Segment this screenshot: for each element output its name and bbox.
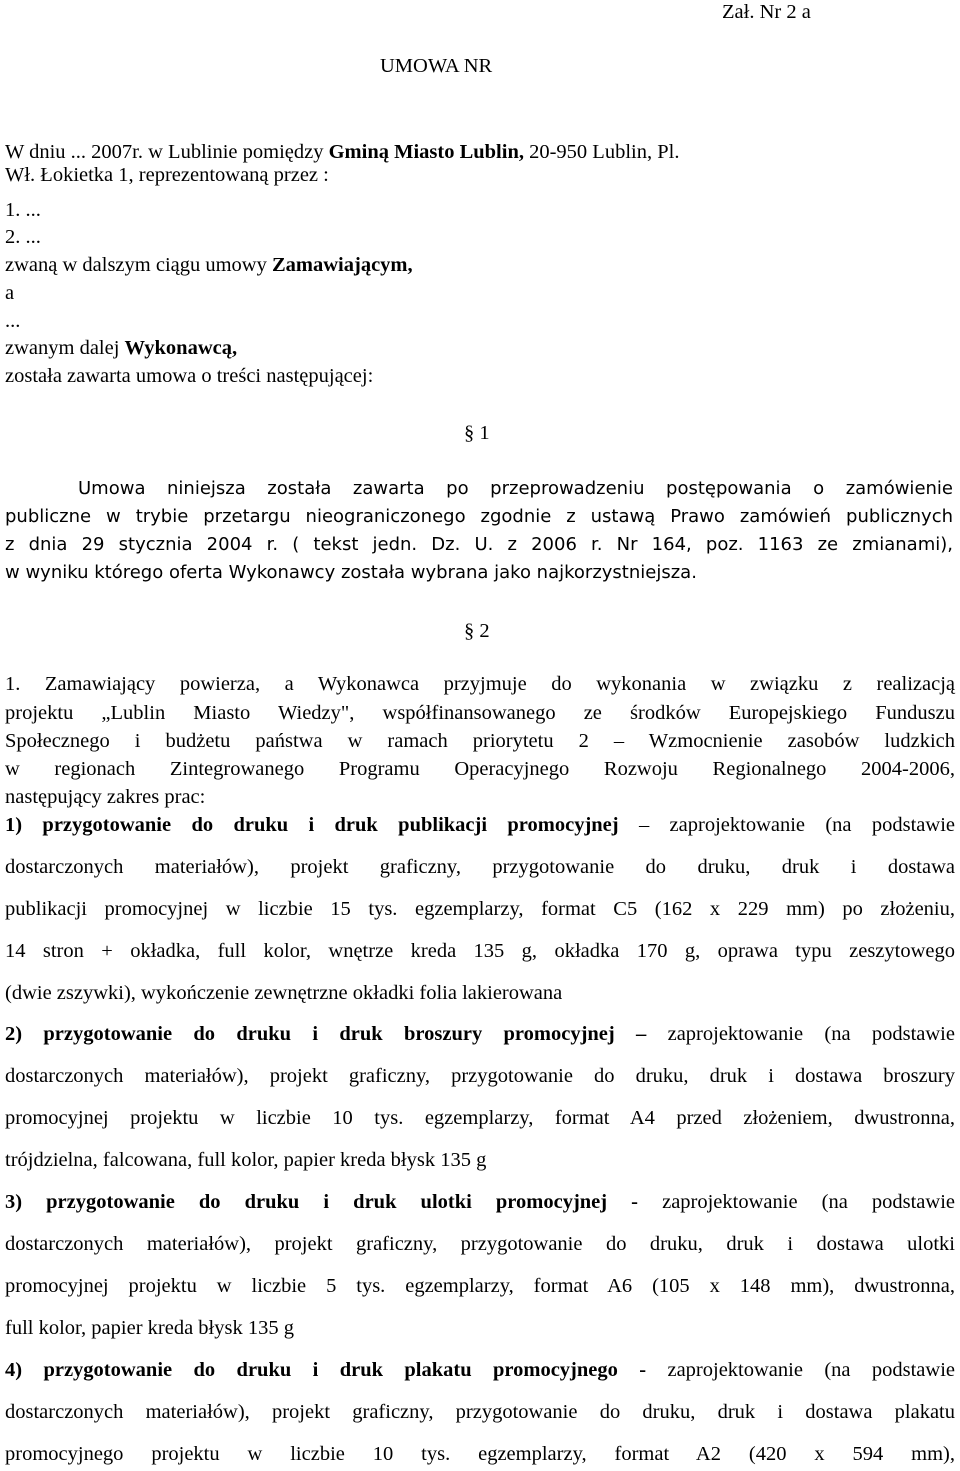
intro-text: zwanym dalej: [5, 337, 125, 359]
intro-line-6: a: [5, 282, 15, 304]
item-3-line: promocyjnej projektu w liczbie 5 tys. egzemplarzy, format A6 (105 x 148 mm), dwustronna,: [5, 1275, 955, 1297]
item-2-title: [5, 1022, 955, 1046]
item-1-line: publikacji promocyjnej w liczbie 15 tys. egzemplarzy, format C5 (162 x 229 mm) po złożeniu,: [5, 898, 955, 920]
item-2-line: dostarczonych materiałów), projekt graficzny, przygotowanie do druku, druk i dostawa broszury: [5, 1065, 955, 1087]
item-title-rest: zaprojektowanie (na podstawie: [646, 1023, 955, 1045]
s2-intro-line: następujący zakres prac:: [5, 786, 206, 808]
intro-address: 20-950 Lublin, Pl.: [523, 141, 680, 163]
item-title-rest: zaprojektowanie (na podstawie: [646, 1359, 955, 1381]
s1-line: w wyniku którego oferta Wykonawcy została wybrana jako najkorzystniejsza.: [5, 562, 697, 583]
item-3-line: dostarczonych materiałów), projekt graficzny, przygotowanie do druku, druk i dostawa ulotki: [5, 1233, 955, 1255]
item-4-line: promocyjnego projektu w liczbie 10 tys. egzemplarzy, format A2 (420 x 594 mm),: [5, 1443, 955, 1465]
intro-text: zwaną w dalszym ciągu umowy: [5, 254, 272, 276]
item-title-bold: 3) przygotowanie do druku i druk ulotki promocyjnej -: [5, 1191, 639, 1213]
item-1-line: (dwie zszywki), wykończenie zewnętrzne okładki folia lakierowana: [5, 982, 563, 1004]
intro-line-5: [5, 253, 413, 277]
s1-line: z dnia 29 stycznia 2004 r. ( tekst jedn. Dz. U. z 2006 r. Nr 164, poz. 1163 ze zmianami),: [5, 534, 953, 555]
representative-1: 1. ...: [5, 199, 41, 221]
contract-title: UMOWA NR: [380, 55, 493, 77]
representative-2: 2. ...: [5, 226, 41, 248]
s1-line: publiczne w trybie przetargu nieograniczonego zgodnie z ustawą Prawo zamówień publicznych: [5, 506, 953, 527]
item-title-rest: – zaprojektowanie (na podstawie: [618, 814, 955, 836]
intro-line-9: została zawarta umowa o treści następującej:: [5, 365, 374, 387]
intro-line-2: Wł. Łokietka 1, reprezentowaną przez :: [5, 164, 329, 186]
item-title-rest: zaprojektowanie (na podstawie: [638, 1191, 955, 1213]
item-2-line: promocyjnej projektu w liczbie 10 tys. egzemplarzy, format A4 przed złożeniem, dwustronna,: [5, 1107, 955, 1129]
item-2-line: trójdzielna, falcowana, full kolor, papier kreda błysk 135 g: [5, 1149, 487, 1171]
intro-line-1: [5, 140, 679, 164]
item-3-title: [5, 1190, 955, 1214]
item-title-bold: 2) przygotowanie do druku i druk broszury promocyjnej –: [5, 1023, 647, 1045]
s2-intro-line: 1. Zamawiający powierza, a Wykonawca przyjmuje do wykonania w związku z realizacją: [5, 673, 955, 695]
item-1-line: dostarczonych materiałów), projekt graficzny, przygotowanie do druku, druk i dostawa: [5, 856, 955, 878]
party-name: Gminą Miasto Lublin,: [328, 141, 524, 163]
attachment-label: Zał. Nr 2 a: [722, 1, 811, 23]
section-2-heading: § 2: [464, 620, 490, 642]
item-4-title: [5, 1358, 955, 1382]
intro-line-8: [5, 336, 237, 360]
intro-text: W dniu ... 2007r. w Lublinie pomiędzy: [5, 141, 329, 163]
item-title-bold: 1) przygotowanie do druku i druk publikacji promocyjnej: [5, 814, 619, 836]
s2-intro-line: w regionach Zintegrowanego Programu Operacyjnego Rozwoju Regionalnego 2004-2006,: [5, 758, 955, 780]
item-3-line: full kolor, papier kreda błysk 135 g: [5, 1317, 294, 1339]
item-1-line: 14 stron + okładka, full kolor, wnętrze kreda 135 g, okładka 170 g, oprawa typu zeszytowego: [5, 940, 955, 962]
item-1-title: [5, 813, 955, 837]
item-title-bold: 4) przygotowanie do druku i druk plakatu promocyjnego -: [5, 1359, 647, 1381]
party-role: Zamawiającym,: [272, 254, 413, 276]
item-4-line: dostarczonych materiałów), projekt graficzny, przygotowanie do druku, druk i dostawa plakatu: [5, 1401, 955, 1423]
s1-line: Umowa niniejsza została zawarta po przeprowadzeniu postępowania o zamówienie: [78, 478, 953, 499]
s2-intro-line: projektu „Lublin Miasto Wiedzy", współfinansowanego ze środków Europejskiego Funduszu: [5, 702, 955, 724]
s2-intro-line: Społecznego i budżetu państwa w ramach priorytetu 2 – Wzmocnienie zasobów ludzkich: [5, 730, 955, 752]
party-role: Wykonawcą,: [124, 337, 238, 359]
section-1-heading: § 1: [464, 422, 490, 444]
contractor-placeholder: ...: [5, 310, 21, 332]
